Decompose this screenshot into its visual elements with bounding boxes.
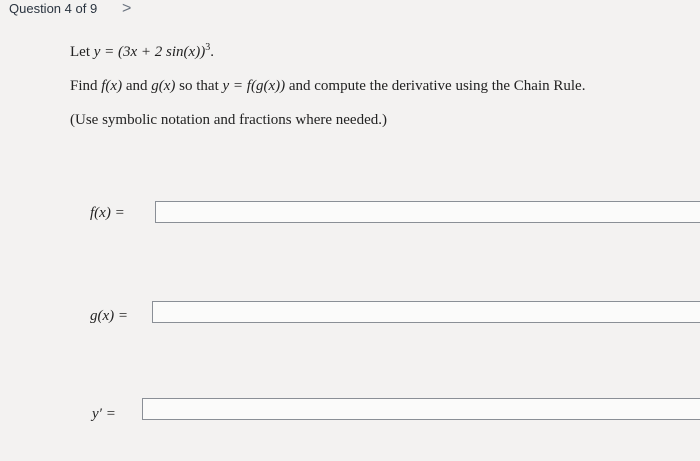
derivative-answer-input[interactable] — [142, 398, 700, 420]
problem-instruction: Find f(x) and g(x) so that y = f(g(x)) and compute the derivative using the Chain Rule. — [70, 78, 586, 94]
problem-definition: Let y = (3x + 2 sin(x))$^3$. — [70, 42, 214, 60]
question-navigation — [0, 0, 700, 22]
question-counter: Question 4 of 9 — [9, 1, 98, 16]
f-answer-label: f(x) = — [90, 205, 125, 221]
next-question-chevron-icon[interactable]: > — [122, 0, 132, 17]
problem-note: (Use symbolic notation and fractions where needed.) — [70, 112, 387, 128]
derivative-answer-label: y′ = — [92, 406, 116, 422]
g-answer-input[interactable] — [152, 301, 700, 323]
g-answer-label: g(x) = — [90, 308, 129, 324]
f-answer-input[interactable] — [155, 201, 700, 223]
exponent: 3 — [205, 42, 211, 53]
function-expression: y = (3x + 2 sin(x)) — [93, 44, 206, 60]
